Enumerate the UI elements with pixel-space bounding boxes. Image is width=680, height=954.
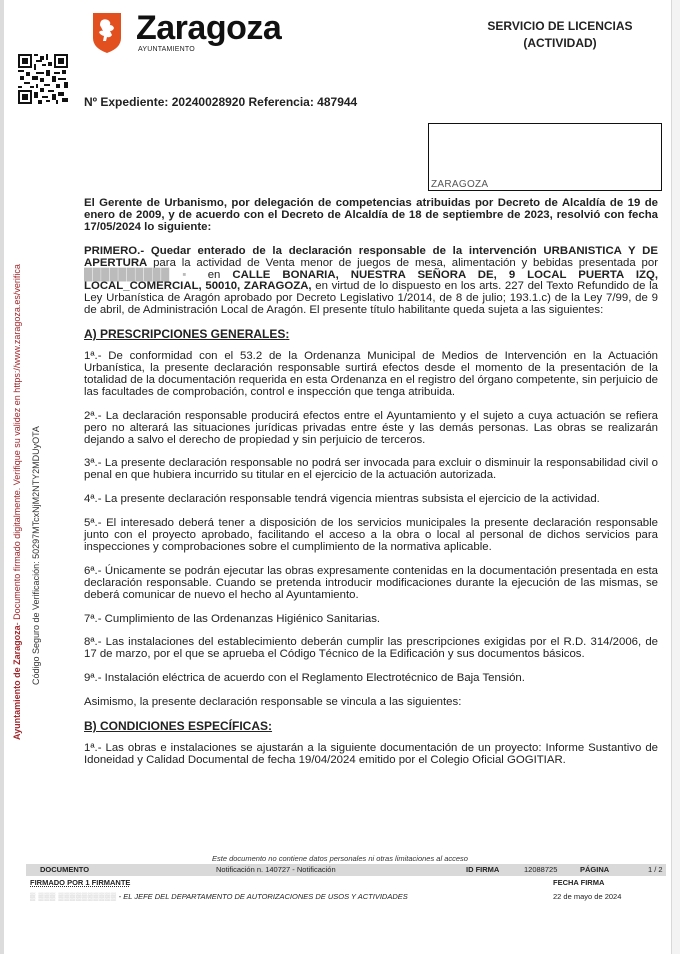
verification-org: Ayuntamiento de Zaragoza [12, 625, 22, 740]
recipient-address-box [428, 123, 662, 191]
prescription-item: 9ª.- Instalación eléctrica de acuerdo con el Reglamento Electrotécnico de Baja Tensión. [84, 672, 525, 685]
fecha-firma-value: 22 de mayo de 2024 [553, 892, 622, 901]
primero-en: en [195, 268, 233, 281]
primero-activity: para la actividad de Venta menor de juegos de mesa, alimentación y bebidas presentada por [147, 256, 658, 269]
scrollbar[interactable] [671, 0, 680, 954]
section-b-heading: B) CONDICIONES ESPECÍFICAS: [84, 719, 273, 734]
id-firma-value: 12088725 [524, 865, 558, 874]
primero-paragraph [84, 246, 658, 317]
service-name: SERVICIO DE LICENCIAS [487, 19, 633, 33]
firmante-redacted: ▒ ▒▒▒ ▒▒▒▒▒▒▒▒▒▒ [30, 892, 117, 901]
pagina-label: PÁGINA [580, 865, 610, 874]
section-a-title: A) PRESCRIPCIONES GENERALES [84, 327, 286, 342]
primero-legal: en virtud de lo dispuesto en los arts. 227 del Texto Refundido de la Ley Urbanística de Aragón aprobado por Decreto Legislativo 1/2014, de 8 de julio; 193.1.c) de la Ley 7/99, de 9 de abril, de Administración Local de Aragón. El presente título habilitante queda sujeta a las siguientes: [84, 280, 658, 317]
verification-sidebar [12, 264, 42, 740]
prescription-item: 8ª.- Las instalaciones del establecimiento deberán cumplir las prescripciones exigidas por el R.D. 314/2006, de 17 de marzo, por el que se aprueba el Código Técnico de la Edificación y sus documentos básicos. [84, 636, 658, 661]
prescription-item: 2ª.- La declaración responsable producirá efectos entre el Ayuntamiento y el sujeto a cuya actuación se refiera pero no alterará las situaciones jurídicas privadas entre éste y las demás personas. Las obras se realizarán dejando a salvo el derecho de propiedad y sin perjuicio de terceros. [84, 409, 658, 446]
service-heading [470, 18, 650, 52]
service-subtitle: (ACTIVIDAD) [523, 36, 597, 50]
documento-value: Notificación n. 140727 - Notificación [216, 865, 336, 874]
applicant-redacted: ██████████ ▪ [84, 268, 196, 281]
activity-address: CALLE BONARIA, NUESTRA SEÑORA DE, 9 LOCAL PUERTA IZQ, LOCAL_COMERCIAL, 50010, ZARAGOZA, [84, 268, 658, 293]
pagina-value: 1 / 2 [648, 865, 663, 874]
intro-paragraph: El Gerente de Urbanismo, por delegación de competencias atribuidas por Decreto de Alcaldía de 19 de enero de 2009, y de acuerdo con el Decreto de Alcaldía de 18 de septiembre de 2023, resolvió con fecha 17/05/2024 lo siguiente: [84, 197, 658, 233]
firmado-label: FIRMADO POR 1 FIRMANTE [30, 878, 131, 887]
expediente-reference: Nº Expediente: 20240028920 Referencia: 487944 [84, 95, 358, 109]
section-b-title: B) CONDICIONES ESPECÍFICAS [84, 719, 269, 734]
prescription-item: 1ª.- De conformidad con el 53.2 de la Ordenanza Municipal de Medios de Intervención en la Actuación Urbanística, la presente declaración responsable surtirá efectos desde el momento de la presentación de la totalidad de la documentación requerida en esta Ordenanza en el registro del órgano competente, sin perjuicio de las facultades de comprobación, control e inspección que tenga atribuida. [84, 350, 658, 398]
asimismo-paragraph: Asimismo, la presente declaración responsable se vincula a las siguientes: [84, 696, 462, 709]
lion-shield-icon [92, 12, 122, 54]
verification-url-text: - Documento firmado digitalmente. Verifique su validez en https://www.zaragoza.es/verifica [12, 264, 22, 626]
prescription-item: 3ª.- La presente declaración responsable no podrá ser invocada para excluir o disminuir la responsabilidad civil o penal en que hubiera incurrido su titular en el ejercicio de la actuación autorizada. [84, 457, 658, 482]
prescription-item: 7ª.- Cumplimiento de las Ordenanzas Higiénico Sanitarias. [84, 612, 381, 625]
qr-code-icon[interactable] [18, 54, 68, 104]
verification-notice [12, 264, 22, 740]
condition-item: 1ª.- Las obras e instalaciones se ajustarán a la siguiente documentación de un proyecto: Informe Sustantivo de Idoneidad y Calidad Documental de fecha 19/04/2024 emitido por el Colegio Oficial GOGITIAR. [84, 742, 658, 766]
prescription-item: 6ª.- Únicamente se podrán ejecutar las obras expresamente contenidas en la documentación presentada en esta declaración responsable. Cuando se pretenda introducir modificaciones durante la ejecución de las mismas, se deberá comunicar de nuevo el hecho al Ayuntamiento. [84, 564, 658, 601]
brand-name: Zaragoza [136, 9, 282, 47]
firmante-line [30, 892, 408, 901]
footer-privacy-note: Este documento no contiene datos personales ni otras limitaciones al acceso [212, 854, 468, 863]
documento-label: DOCUMENTO [40, 865, 90, 874]
primero-heading: PRIMERO.- Quedar enterado de la declaración responsable de la intervención URBANISTICA Y DE APERTURA [84, 244, 658, 269]
prescription-item: 4ª.- La presente declaración responsable tendrá vigencia mientras subsista el ejercicio de la actividad. [84, 493, 600, 506]
brand-subtitle: AYUNTAMIENTO [138, 46, 195, 53]
verification-code: Código Seguro de Verificación: 50297MTcxNjM2NTY2MDUyOTA [31, 426, 41, 685]
page-left-edge [0, 0, 4, 954]
section-a-heading: A) PRESCRIPCIONES GENERALES: [84, 327, 290, 342]
resolution-body [84, 198, 658, 779]
fecha-firma-label: FECHA FIRMA [553, 878, 605, 887]
firmante-cargo: - EL JEFE DEL DEPARTAMENTO DE AUTORIZACIONES DE USOS Y ACTIVIDADES [116, 892, 408, 901]
footer-document-bar [26, 864, 666, 876]
prescription-item: 5ª.- El interesado deberá tener a disposición de los servicios municipales la presente declaración responsable junto con el proyecto aprobado, facilitando el acceso a la obra o local al personal de dichos servicios para inspecciones y comprobaciones sobre el cumplimiento de la normativa aplicable. [84, 517, 658, 553]
recipient-city: ZARAGOZA [431, 179, 489, 190]
id-firma-label: ID FIRMA [466, 865, 500, 874]
